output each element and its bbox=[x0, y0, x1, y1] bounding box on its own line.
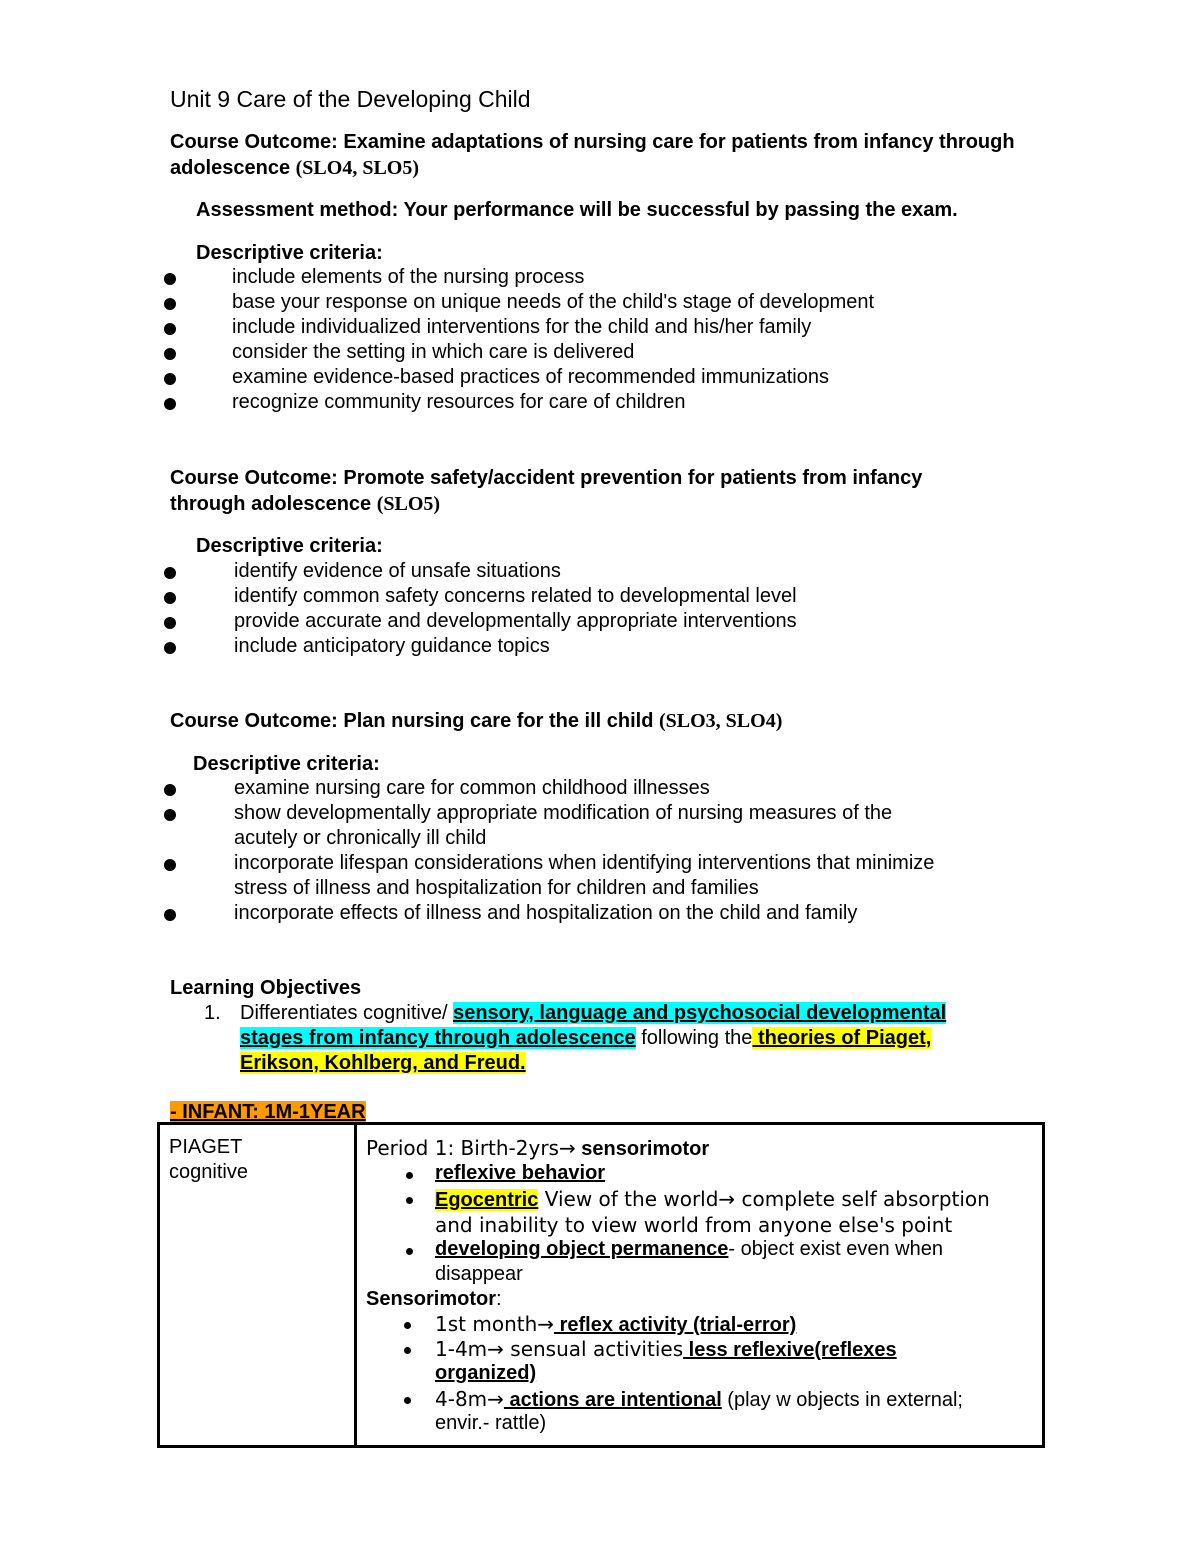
outcome1-criteria-heading: Descriptive criteria: bbox=[196, 242, 383, 264]
list-item: incorporate lifespan considerations when identifying interventions that minimize bbox=[234, 852, 935, 874]
sensorimotor-label: Sensorimotor bbox=[366, 1288, 497, 1310]
bullet-icon bbox=[164, 373, 176, 385]
egocentric-text2: complete self absorption bbox=[735, 1187, 990, 1211]
list-item: include elements of the nursing process bbox=[232, 266, 585, 288]
outcome2-text-l1: Promote safety/accident prevention for patients from infancy bbox=[337, 467, 923, 489]
object-permanence-text: - object exist even when bbox=[728, 1238, 943, 1260]
bullet-icon bbox=[164, 298, 176, 310]
outcome2-text-l2: through adolescence bbox=[170, 493, 372, 515]
outcome1-label: Course Outcome: bbox=[170, 131, 338, 153]
bullet-icon bbox=[164, 398, 176, 410]
bullet-icon bbox=[164, 348, 176, 360]
list-item: provide accurate and developmentally appropriate interventions bbox=[234, 610, 797, 632]
egocentric-highlight: Egocentric bbox=[435, 1189, 539, 1211]
arrow-icon: → bbox=[537, 1312, 555, 1336]
period-stage: sensorimotor bbox=[575, 1138, 710, 1160]
outcome3-criteria-heading: Descriptive criteria: bbox=[193, 753, 380, 775]
list-item: show developmentally appropriate modification of nursing measures of the bbox=[234, 802, 893, 824]
development-table bbox=[157, 1122, 1045, 1448]
objective-line3-theories: Erikson, Kohlberg, and Freud. bbox=[240, 1052, 526, 1074]
list-item: examine evidence-based practices of recommended immunizations bbox=[232, 366, 829, 388]
stage-1-4m-continuation: organized) bbox=[435, 1362, 537, 1384]
list-item: identify evidence of unsafe situations bbox=[234, 560, 561, 582]
bullet-icon bbox=[164, 809, 176, 821]
theory-name: PIAGET bbox=[169, 1136, 243, 1158]
list-item-continuation: stress of illness and hospitalization for children and families bbox=[234, 877, 759, 899]
bullet-icon bbox=[164, 567, 176, 579]
bullet-icon bbox=[164, 273, 176, 285]
page-title: Unit 9 Care of the Developing Child bbox=[170, 86, 531, 112]
bullet-icon bbox=[406, 1197, 413, 1204]
objective-number: 1. bbox=[204, 1002, 221, 1024]
list-item: include anticipatory guidance topics bbox=[234, 635, 550, 657]
table-cell-theory bbox=[159, 1124, 356, 1447]
assessment-method: Assessment method: Your performance will be successful by passing the exam. bbox=[196, 199, 958, 221]
outcome1-text-l2: adolescence bbox=[170, 157, 291, 179]
bullet-icon bbox=[164, 617, 176, 629]
objective-line3 bbox=[240, 1052, 526, 1075]
outcome2-slo: (SLO5) bbox=[376, 493, 441, 515]
bullet-icon bbox=[164, 592, 176, 604]
bullet-object-permanence bbox=[435, 1238, 943, 1261]
arrow-icon: → bbox=[487, 1337, 504, 1361]
learning-objectives-heading: Learning Objectives bbox=[170, 977, 362, 999]
table-row bbox=[159, 1124, 1044, 1447]
outcome3-label: Course Outcome: bbox=[170, 710, 338, 732]
list-item: examine nursing care for common childhood illnesses bbox=[234, 777, 710, 799]
bullet-reflexive: reflexive behavior bbox=[435, 1162, 606, 1184]
arrow-icon: → bbox=[558, 1136, 576, 1160]
stage-4-8m bbox=[435, 1387, 963, 1412]
colon: : bbox=[496, 1288, 502, 1310]
objective-line2-theories: theories of Piaget, bbox=[752, 1027, 932, 1049]
stage-description: reflex activity (trial-error) bbox=[554, 1314, 797, 1336]
bullet-icon bbox=[404, 1322, 411, 1329]
stage-1st-month bbox=[435, 1312, 796, 1337]
outcome2-line1 bbox=[170, 467, 922, 490]
bullet-icon bbox=[164, 642, 176, 654]
object-permanence-continuation: disappear bbox=[435, 1263, 523, 1285]
egocentric-text: View of the world bbox=[538, 1187, 719, 1211]
outcome1-slo: (SLO4, SLO5) bbox=[295, 157, 419, 179]
list-item: consider the setting in which care is delivered bbox=[232, 341, 635, 363]
stage-description: actions are intentional bbox=[503, 1389, 722, 1411]
period-text: Period 1: Birth-2yrs bbox=[366, 1136, 559, 1160]
outcome3-text-l1: Plan nursing care for the ill child bbox=[337, 710, 654, 732]
arrow-icon: → bbox=[487, 1387, 504, 1411]
theory-domain: cognitive bbox=[169, 1161, 248, 1183]
bullet-icon bbox=[406, 1172, 413, 1179]
stage-age: 1-4m bbox=[435, 1337, 488, 1361]
list-item: incorporate effects of illness and hospitalization on the child and family bbox=[234, 902, 858, 924]
period-line bbox=[366, 1136, 709, 1161]
outcome1-line2 bbox=[170, 157, 419, 180]
bullet-icon bbox=[404, 1397, 411, 1404]
objective-line2 bbox=[240, 1027, 931, 1050]
stage-age: 1st month bbox=[435, 1312, 538, 1336]
list-item-continuation: acutely or chronically ill child bbox=[234, 827, 487, 849]
bullet-icon bbox=[164, 859, 176, 871]
egocentric-continuation: and inability to view world from anyone else's point bbox=[435, 1213, 953, 1237]
stage-age: 4-8m bbox=[435, 1387, 488, 1411]
outcome3-line1 bbox=[170, 710, 782, 733]
outcome2-label: Course Outcome: bbox=[170, 467, 338, 489]
outcome1-text-l1: Examine adaptations of nursing care for patients from infancy through bbox=[337, 131, 1015, 153]
list-item: recognize community resources for care of children bbox=[232, 391, 686, 413]
object-permanence-term: developing object permanence bbox=[435, 1238, 729, 1260]
outcome1-line1 bbox=[170, 131, 1015, 154]
arrow-icon: → bbox=[718, 1187, 736, 1211]
stage-text: (play w objects in external; bbox=[721, 1389, 963, 1411]
outcome3-slo: (SLO3, SLO4) bbox=[659, 710, 783, 732]
stage-4-8m-continuation: envir.- rattle) bbox=[435, 1412, 547, 1434]
list-item: base your response on unique needs of the child's stage of development bbox=[232, 291, 875, 313]
stage-1-4m bbox=[435, 1337, 897, 1362]
stage-text: sensual activities bbox=[503, 1337, 684, 1361]
sensorimotor-label-line bbox=[366, 1288, 502, 1311]
bullet-icon bbox=[164, 323, 176, 335]
outcome2-criteria-heading: Descriptive criteria: bbox=[196, 535, 383, 557]
infant-section-heading: - INFANT: 1M-1YEAR bbox=[170, 1101, 366, 1123]
outcome2-line2 bbox=[170, 493, 440, 516]
stage-description: less reflexive(reflexes bbox=[683, 1339, 897, 1361]
objective-line2-highlight: stages from infancy through adolescence bbox=[240, 1027, 636, 1049]
bullet-icon bbox=[406, 1248, 413, 1255]
objective-line1-highlight: sensory, language and psychosocial developmental bbox=[453, 1002, 947, 1024]
bullet-icon bbox=[164, 909, 176, 921]
objective-line1 bbox=[240, 1002, 946, 1025]
list-item: include individualized interventions for the child and his/her family bbox=[232, 316, 812, 338]
bullet-egocentric bbox=[435, 1187, 990, 1212]
bullet-icon bbox=[404, 1347, 411, 1354]
objective-line1-plain: Differentiates cognitive/ bbox=[240, 1002, 454, 1024]
table-cell-details bbox=[356, 1124, 1044, 1447]
objective-line2-plain: following the bbox=[635, 1027, 753, 1049]
list-item: identify common safety concerns related to developmental level bbox=[234, 585, 797, 607]
bullet-icon bbox=[164, 784, 176, 796]
